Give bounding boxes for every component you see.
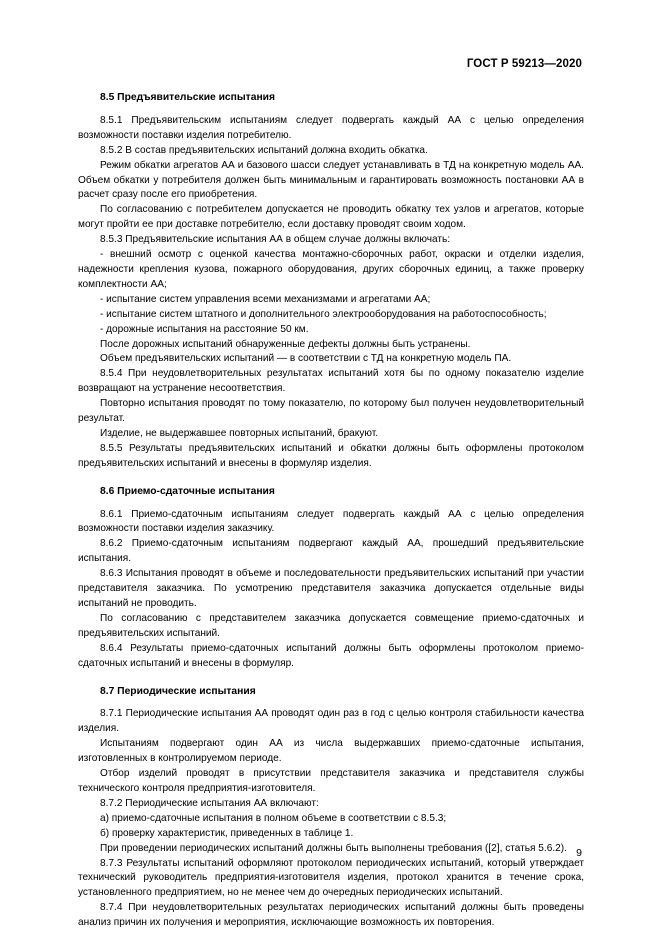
paragraph: 8.6.3 Испытания проводят в объеме и последовательности предъявительских испытаний при участии представителя заказчика. По усмотрению представителя заказчика допускается отдельные виды испытаний не проводить. — [78, 568, 584, 609]
list-item: - испытание систем штатного и дополнительного электрооборудования на работоспособность; — [100, 308, 547, 320]
paragraph: Повторно испытания проводят по тому показателю, по которому был получен неудовлетворительный результат. — [78, 398, 584, 425]
list-item: - внешний осмотр с оценкой качества монтажно-сборочных работ, окраски и отделки изделия, надежности крепления кузова, пожарного оборудования, других сборочных единиц, а также проверку комплектности АА; — [78, 249, 584, 290]
section-spacer — [78, 472, 584, 485]
paragraph: По согласованию с представителем заказчика допускается совмещение приемо-сдаточных и предъявительских испытаний. — [78, 612, 584, 639]
paragraph: 8.5.2 В состав предъявительских испытаний должна входить обкатка. — [100, 144, 428, 156]
paragraph: По согласованию с потребителем допускается не проводить обкатку тех узлов и агрегатов, которые могут пройти ее при доставке потребителю, если доставку проводят своим ходом. — [78, 204, 584, 231]
paragraph: Отбор изделий проводят в присутствии представителя заказчика и представителя службы технического контроля предприятия-изготовителя. — [78, 768, 584, 794]
paragraph: 8.7.3 Результаты испытаний оформляют протоколом периодических испытаний, который утверждает технический руководитель предприятия-изготовителя изделия, протокол хранится в течение срока, установленного предприятием, но не менее чем до очередных периодических испытаний. — [78, 857, 584, 899]
paragraph: 8.5.3 Предъявительские испытания АА в общем случае должны включать: — [100, 234, 451, 246]
section-heading-8-6: 8.6 Приемо-сдаточные испытания — [100, 485, 275, 497]
section-heading-8-7: 8.7 Периодические испытания — [100, 685, 256, 697]
standard-number: ГОСТ Р 59213—2020 — [466, 58, 582, 70]
list-item: - дорожные испытания на расстояние 50 км. — [100, 323, 309, 335]
document-body — [78, 91, 584, 931]
paragraph: 8.6.1 Приемо-сдаточным испытаниям следует подвергать каждый АА с целью определения возможности поставки изделия заказчику. — [78, 508, 584, 535]
paragraph: 8.6.4 Результаты приемо-сдаточных испытаний должны быть оформлены протоколом приемо-сдаточных испытаний и внесены в формуляр. — [78, 642, 584, 669]
paragraph: 8.7.4 При неудовлетворительных результатах периодических испытаний должны быть проведены анализ причин их получения и мероприятия, исключающие возможность их повторения. — [78, 902, 584, 929]
paragraph: 8.7.2 Периодические испытания АА включают: — [100, 797, 319, 809]
paragraph: 8.5.5 Результаты предъявительских испытаний и обкатки должны быть оформлены протоколом предъявительских испытаний и внесены в формуляр изделия. — [78, 442, 584, 469]
list-item: - испытание систем управления всеми механизмами и агрегатами АА; — [100, 293, 431, 305]
list-item: а) приемо-сдаточные испытания в полном объеме в соответствии с 8.5.3; — [100, 812, 447, 824]
paragraph: 8.6.2 Приемо-сдаточным испытаниям подвергают каждый АА, прошедший предъявительские испытания. — [78, 538, 584, 565]
list-item: б) проверку характеристик, приведенных в таблице 1. — [100, 827, 354, 839]
paragraph: Изделие, не выдержавшее повторных испытаний, бракуют. — [100, 427, 379, 439]
paragraph: 8.7.1 Периодические испытания АА проводят один раз в год с целью контроля стабильности качества изделия. — [78, 708, 584, 735]
paragraph: Испытаниям подвергают один АА из числа выдержавших приемо-сдаточные испытания, изготовленных в контролируемом периоде. — [78, 738, 584, 765]
paragraph: При проведении периодических испытаний должны быть выполнены требования ([2], статья 5.6.2). — [100, 842, 567, 854]
paragraph: 8.5.1 Предъявительским испытаниям следует подвергать каждый АА с целью определения возможности поставки изделия потребителю. — [78, 114, 584, 141]
paragraph: После дорожных испытаний обнаруженные дефекты должны быть устранены. — [100, 338, 471, 350]
paragraph: Режим обкатки агрегатов АА и базового шасси следует устанавливать в ТД на конкретную модель АА. Объем обкатки у потребителя должен быть минимальным и гарантировать возможность постановки АА в расчет сразу после его приобретения. — [78, 159, 584, 201]
paragraph: Объем предъявительских испытаний — в соответствии с ТД на конкретную модель ПА. — [100, 353, 512, 365]
paragraph: 8.5.4 При неудовлетворительных результатах испытаний хотя бы по одному показателю изделие возвращают на устранение несоответствия. — [78, 368, 584, 395]
section-spacer — [78, 672, 584, 685]
section-heading-8-5: 8.5 Предъявительские испытания — [100, 92, 276, 103]
page-number: 9 — [576, 847, 582, 859]
